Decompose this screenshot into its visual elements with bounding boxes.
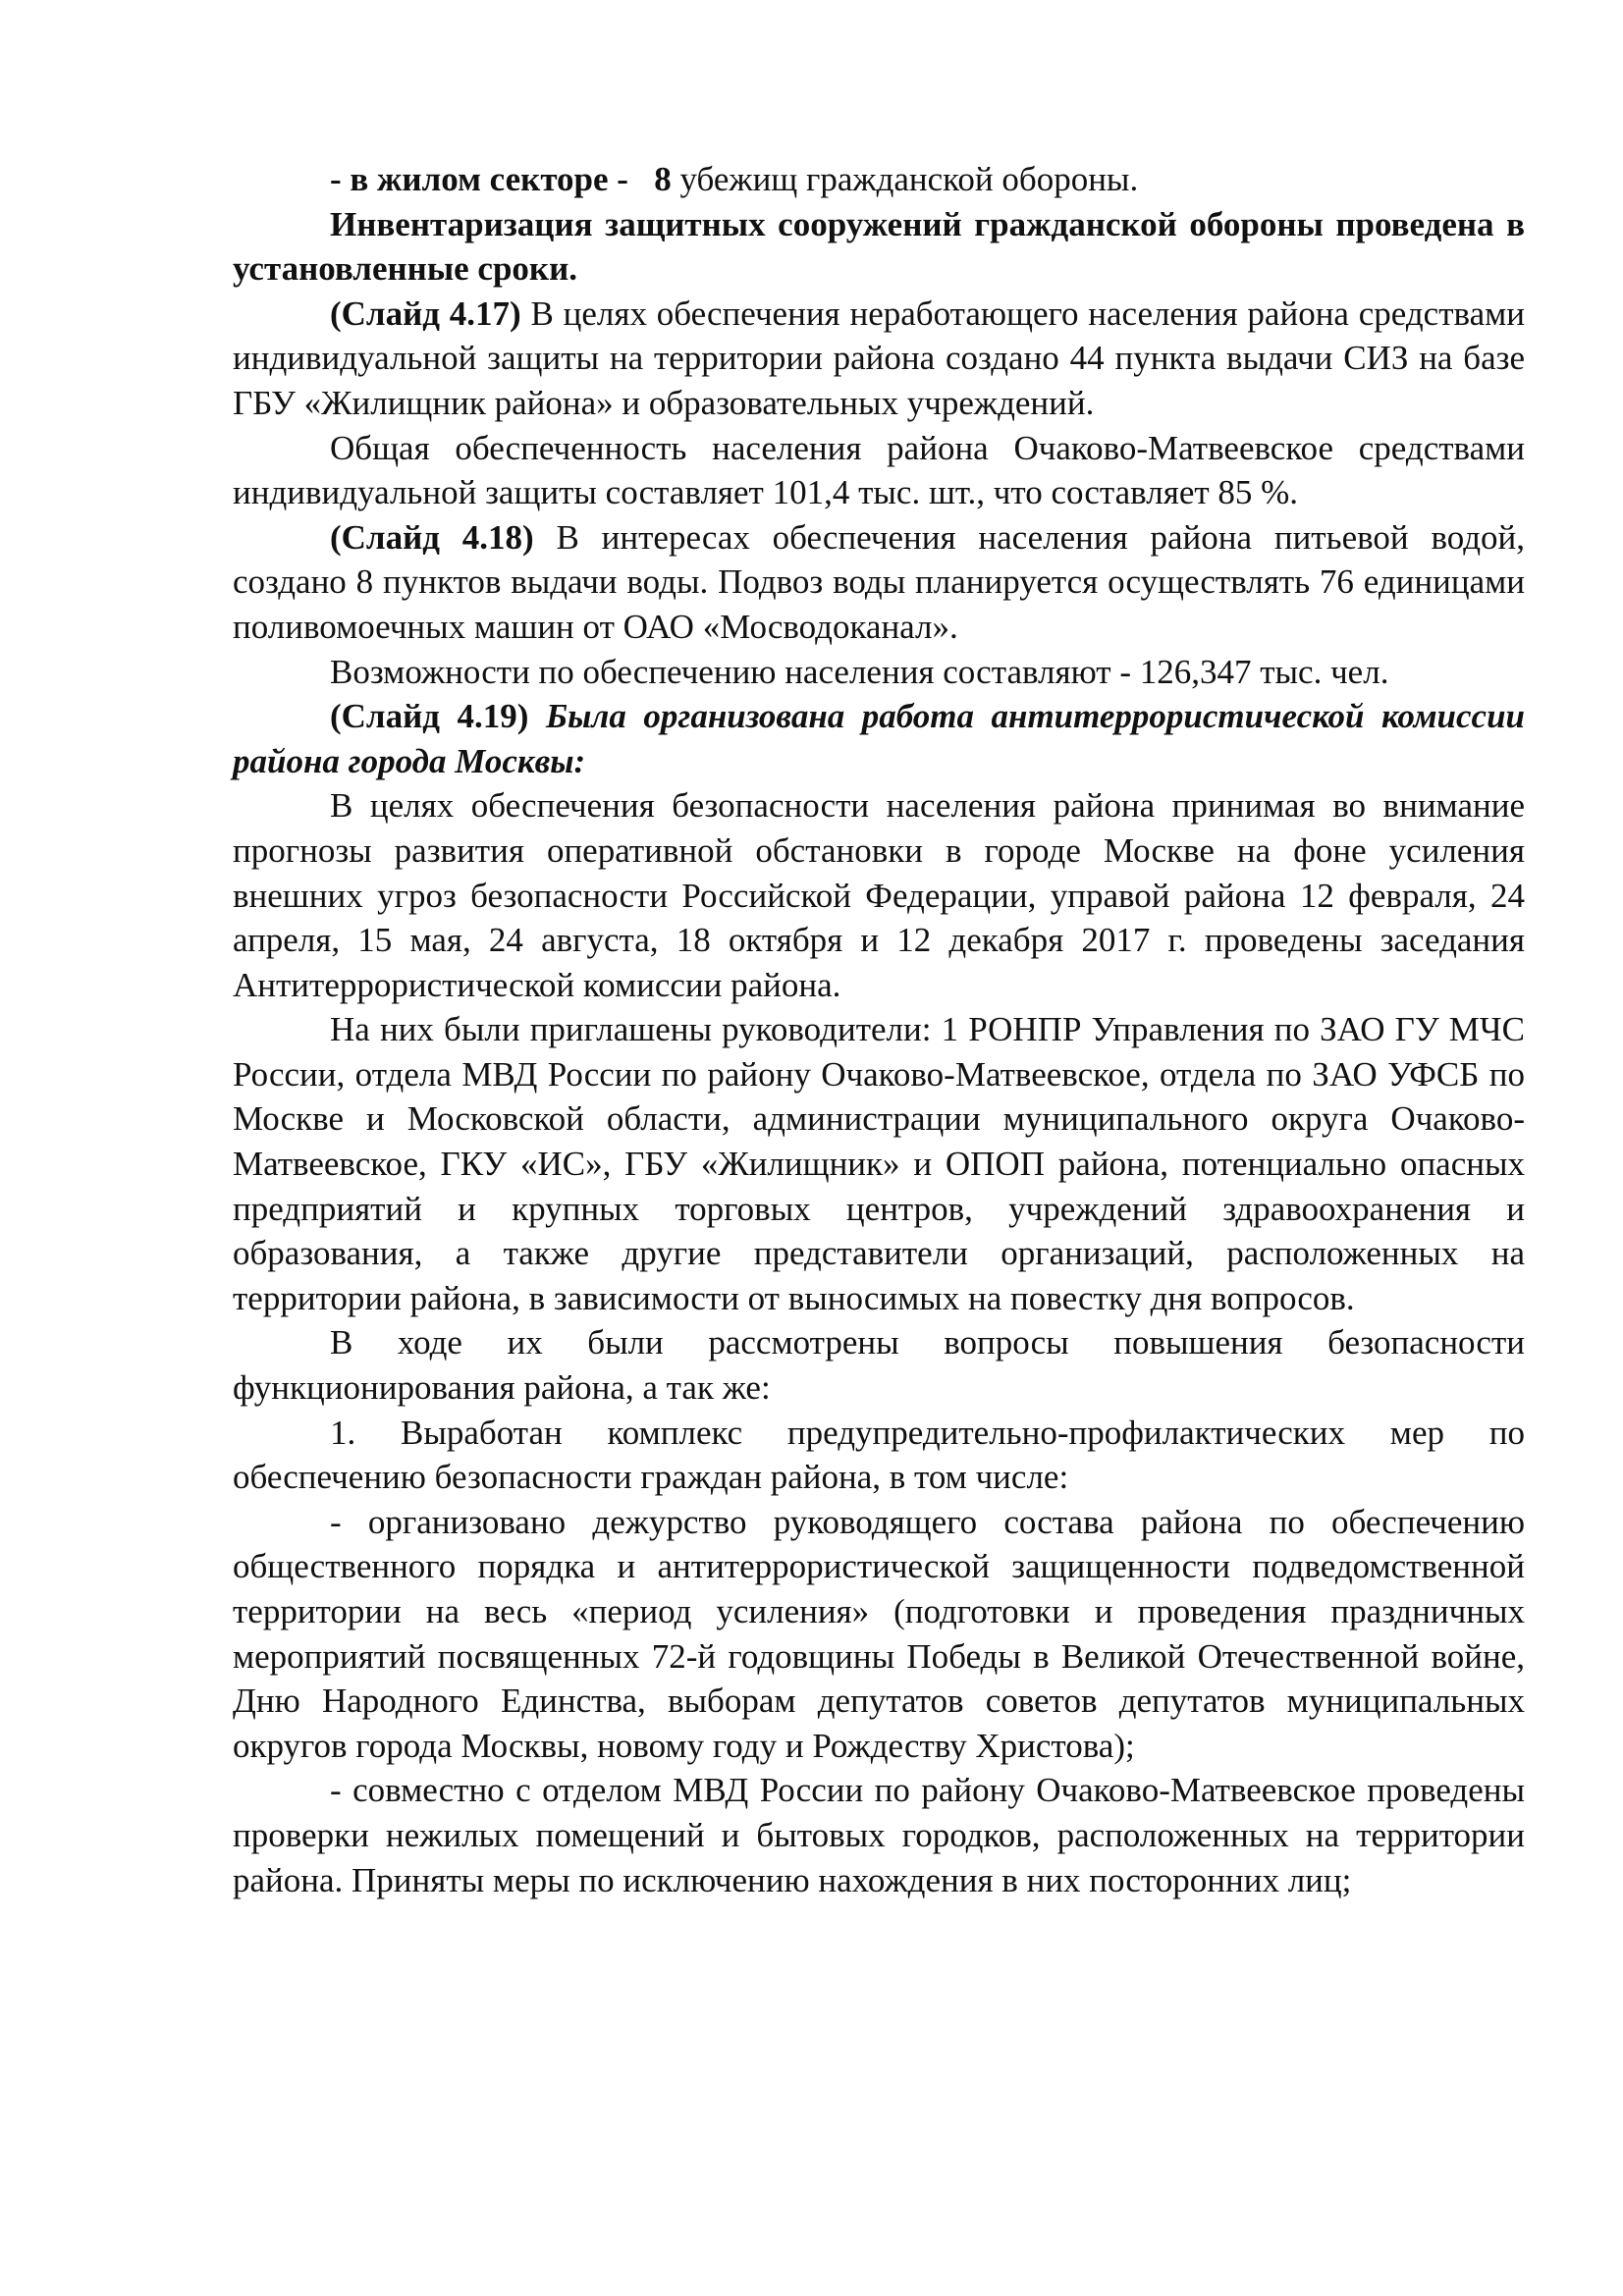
residential-sector-label: - в жилом секторе -	[330, 160, 628, 198]
paragraph-inventory: Инвентаризация защитных сооружений гражданской обороны проведена в установленные сроки.	[233, 204, 1525, 289]
paragraph-issues: В ходе их были рассмотрены вопросы повышения безопасности функционирования района, а так же:	[233, 1323, 1525, 1408]
paragraph-capacity: Возможности по обеспечению населения составляют - 126,347 тыс. чел.	[330, 652, 1389, 691]
shelter-count: 8	[654, 160, 672, 198]
slide-ref-4-19: (Слайд 4.19)	[330, 697, 529, 736]
paragraph-provision: Общая обеспеченность населения района Очаково-Матвеевское средствами индивидуальной защиты составляет 101,4 тыс. шт., что составляет 85 %.	[233, 428, 1525, 512]
paragraph-slide-4-17	[233, 292, 1525, 426]
paragraph-commission-meetings: В целях обеспечения безопасности населения района принимая во внимание прогнозы развития оперативной обстановки в городе Москве на фоне усиления внешних угроз безопасности Российской Федерации, управой района 12 февраля, 24 апреля, 15 мая, 24 августа, 18 октября и 12 декабря 2017 г. проведены заседания Антитеррористической комиссии района.	[233, 786, 1525, 1004]
slide-ref-4-17: (Слайд 4.17)	[330, 294, 521, 333]
slide-4-19-heading: Была организована работа антитеррористической комиссии района города Москвы:	[233, 697, 1526, 780]
paragraph-shelters	[233, 157, 1525, 202]
paragraph-invited: На них были приглашены руководители: 1 РОНПР Управления по ЗАО ГУ МЧС России, отдела МВД России по району Очаково-Матвеевское, отдела по ЗАО УФСБ по Москве и Московской области, администрации муниципального округа Очаково-Матвеевское, ГКУ «ИС», ГБУ «Жилищник» и ОПОП района, потенциально опасных предприятий и крупных торговых центров, учреждений здравоохранения и образования, а также другие представители организаций, расположенных на территории района, в зависимости от выносимых на повестку дня вопросов.	[233, 1010, 1525, 1317]
document-page	[233, 157, 1525, 1902]
slide-4-18-text: В интересах обеспечения населения района питьевой водой, создано 8 пунктов выдачи воды. Подвоз воды планируется осуществлять 76 единицами поливомоечных машин от ОАО «Мосводоканал».	[233, 517, 1526, 646]
paragraph-duty: - организовано дежурство руководящего состава района по обеспечению общественного порядка и антитеррористической защищенности подведомственной территории на весь «период усиления» (подготовки и проведения праздничных мероприятий посвященных 72-й годовщины Победы в Великой Отечественной войне, Дню Народного Единства, выборам депутатов советов депутатов муниципальных округов города Москвы, новому году и Рождеству Христова);	[233, 1502, 1525, 1765]
shelter-text: убежищ гражданской обороны.	[671, 160, 1139, 198]
paragraph-slide-4-18	[233, 515, 1525, 650]
slide-4-17-text: В целях обеспечения неработающего населения района средствами индивидуальной защиты на территории района создано 44 пункта выдачи СИЗ на базе ГБУ «Жилищник района» и образовательных учреждений.	[233, 294, 1525, 422]
paragraph-measures-1: 1. Выработан комплекс предупредительно-профилактических мер по обеспечению безопасности граждан района, в том числе:	[233, 1413, 1525, 1497]
paragraph-inspections: - совместно с отделом МВД России по району Очаково-Матвеевское проведены проверки нежилых помещений и бытовых городков, расположенных на территории района. Приняты меры по исключению нахождения в них посторонних лиц;	[233, 1771, 1525, 1899]
paragraph-slide-4-19	[233, 694, 1525, 783]
slide-ref-4-18: (Слайд 4.18)	[330, 517, 534, 557]
